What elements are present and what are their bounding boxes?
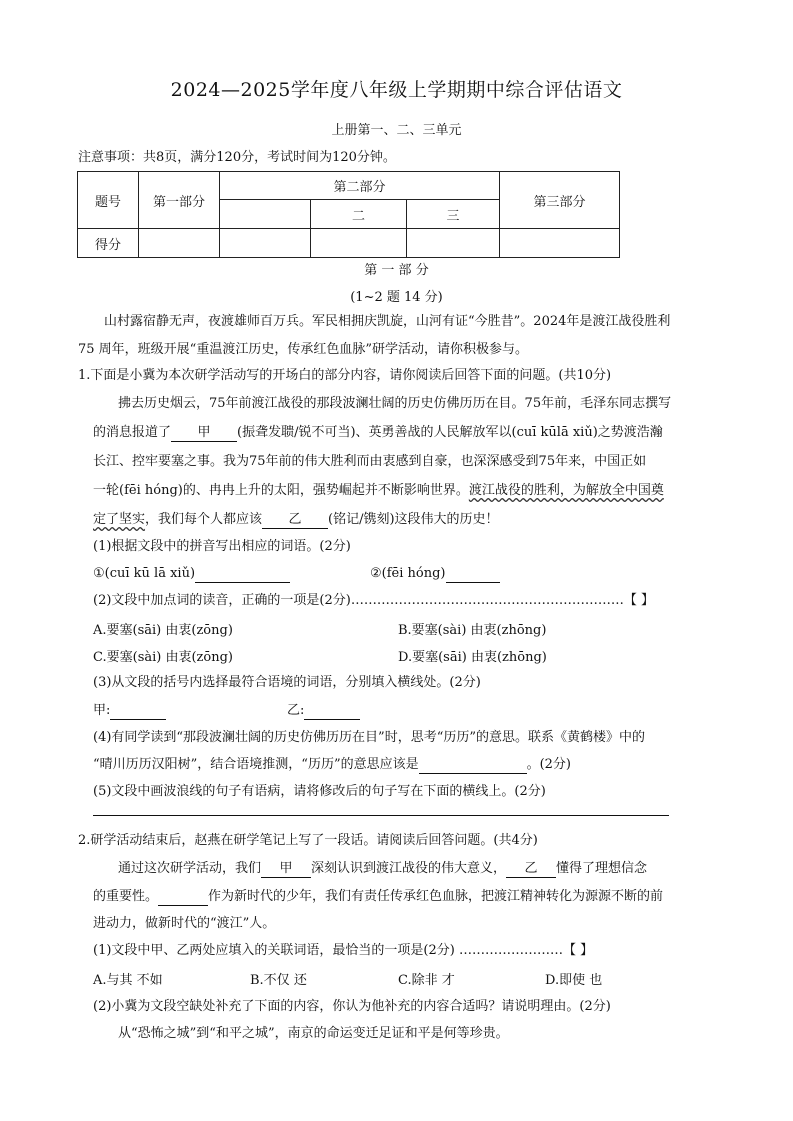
q1-passage-line-3: 长江、控牢要塞之事。我为75年前的伟大胜利而由衷感到自豪，也深深感受到75年来，中国正如: [93, 454, 647, 469]
q1-passage-line-1: 拂去历史烟云，75年前渡江战役的那段波澜壮阔的历史仿佛历历在目。75年前，毛泽东同志撰写: [118, 396, 672, 411]
q1-sub3-jia: 甲:: [93, 701, 166, 721]
q1-sub3-yi: 乙:: [287, 701, 360, 721]
q2-sub1: (1)文段中甲、乙两处应填入的关联词语，最恰当的一项是(2分) ……………………【 】: [93, 943, 594, 958]
q1-blank-yi[interactable]: 乙: [262, 512, 328, 529]
q2-sub1-option-a[interactable]: A.与其 不如: [93, 973, 163, 988]
score-table-header-part1: 第一部分: [139, 172, 220, 229]
q1-sub3: (3)从文段的括号内选择最符合语境的词语，分别填入横线处。(2分): [93, 675, 481, 690]
part1-range: (1~2 题 14 分): [350, 290, 443, 305]
q1-sub2-option-b[interactable]: B.要塞(sài) 由衷(zhōng): [398, 623, 547, 638]
score-cell[interactable]: [500, 229, 620, 258]
q1-sub2-option-a[interactable]: A.要塞(sāi) 由衷(zōng): [93, 623, 233, 638]
score-table-sub-1: [220, 200, 311, 229]
score-table-header-part2: 第二部分: [220, 172, 500, 200]
q1-sub1: (1)根据文段中的拼音写出相应的词语。(2分): [93, 539, 351, 554]
q2-sub1-option-d[interactable]: D.即使 也: [545, 973, 603, 988]
q1-sub5-answer-line[interactable]: [93, 815, 669, 816]
q2-sub1-option-b[interactable]: B.不仅 还: [250, 973, 307, 988]
q2-blank-gap[interactable]: [158, 889, 208, 906]
q1-sub2-option-d[interactable]: D.要塞(sāi) 由衷(zhōng): [398, 650, 547, 665]
q1-sub1-a-answer[interactable]: [195, 566, 290, 583]
q1-sub1-b: ②(fēi hóng): [370, 564, 500, 584]
exam-notice: 注意事项：共8页，满分120分，考试时间为120分钟。: [78, 150, 396, 165]
q2-blank-yi[interactable]: 乙: [506, 861, 556, 878]
q2-passage-line-2: 的重要性。 作为新时代的少年，我们有责任传承红色血脉，把渡江精神转化为源源不断的前: [93, 889, 664, 904]
intro-line-2: 75 周年，班级开展“重温渡江历史，传承红色血脉”研学活动，请你积极参与。: [78, 342, 528, 357]
q1-sub5: (5)文段中画波浪线的句子有语病，请将修改后的句子写在下面的横线上。(2分): [93, 784, 546, 799]
exam-title: 2024—2025学年度八年级上学期期中综合评估语文: [170, 79, 623, 101]
q1-wavy-sentence: 渡江战役的胜利，为解放全中国奠: [468, 483, 664, 498]
q1-passage-line-5: 定了坚实，我们每个人都应该 乙 (铭记/镌刻)这段伟大的历史！: [93, 512, 499, 527]
q1-stem: 1.下面是小冀为本次研学活动写的开场白的部分内容，请你阅读后回答下面的问题。(共10分): [78, 368, 612, 383]
score-cell[interactable]: [311, 229, 407, 258]
score-table-sub-3: 三: [407, 200, 500, 229]
score-cell[interactable]: [407, 229, 500, 258]
q2-passage-line-3: 进动力，做新时代的“渡江”人。: [93, 916, 276, 931]
q1-blank-jia[interactable]: 甲: [171, 425, 237, 442]
q2-blank-jia[interactable]: 甲: [261, 861, 311, 878]
q2-sub1-option-c[interactable]: C.除非 才: [398, 973, 455, 988]
q2-quote: 从“恐怖之城”到“和平之城”，南京的命运变迁足证和平是何等珍贵。: [118, 1026, 509, 1041]
part1-heading: 第 一 部 分: [364, 263, 429, 278]
q2-stem: 2.研学活动结束后，赵燕在研学笔记上写了一段话。请阅读后回答问题。(共4分): [78, 833, 538, 848]
q2-passage-line-1: 通过这次研学活动，我们 甲 深刻认识到渡江战役的伟大意义， 乙 懂得了理想信念: [118, 861, 648, 876]
q2-sub2: (2)小冀为文段空缺处补充了下面的内容，你认为他补充的内容合适吗？请说明理由。(2分): [93, 999, 611, 1014]
q1-sub2-option-c[interactable]: C.要塞(sài) 由衷(zōng): [93, 650, 233, 665]
score-table-header-tihao: 题号: [78, 172, 139, 229]
q1-passage-line-4: 一轮(fēi hóng)的、冉冉上升的太阳，强势崛起并不断影响世界。渡江战役的胜利，为解放全中国奠: [93, 483, 664, 498]
score-table-sub-2: 二: [311, 200, 407, 229]
exam-subtitle: 上册第一、二、三单元: [331, 123, 462, 138]
q1-sub3-jia-answer[interactable]: [110, 703, 166, 720]
score-cell[interactable]: [139, 229, 220, 258]
q1-sub3-yi-answer[interactable]: [304, 703, 360, 720]
score-table-row-defen: 得分: [78, 229, 139, 258]
q1-passage-line-2: 的消息报道了 甲 (振聋发聩/锐不可当)、英勇善战的人民解放军以(cuī kūlā xiǔ)之势渡浩瀚: [93, 425, 663, 440]
intro-line-1: 山村露宿静无声，夜渡雄师百万兵。军民相拥庆凯旋，山河有证“今胜昔”。2024年是渡江战役胜利: [104, 314, 671, 329]
score-table-header-part3: 第三部分: [500, 172, 620, 229]
q1-sub4-line-2: “晴川历历汉阳树”，结合语境推测，“历历”的意思应该是 。(2分): [93, 757, 572, 772]
q1-sub2: (2)文段中加点词的读音，正确的一项是(2分)………………………………………………………【 】: [93, 593, 654, 608]
q1-sub1-b-answer[interactable]: [446, 566, 500, 583]
score-table: [77, 171, 620, 258]
q1-sub4-answer[interactable]: [419, 757, 527, 774]
q1-sub1-a: ①(cuī kū lā xiǔ): [93, 564, 290, 584]
q1-sub4-line-1: (4)有同学读到“那段波澜壮阔的历史仿佛历历在目”时，思考“历历”的意思。联系《黄鹤楼》中的: [93, 730, 645, 745]
score-cell[interactable]: [220, 229, 311, 258]
